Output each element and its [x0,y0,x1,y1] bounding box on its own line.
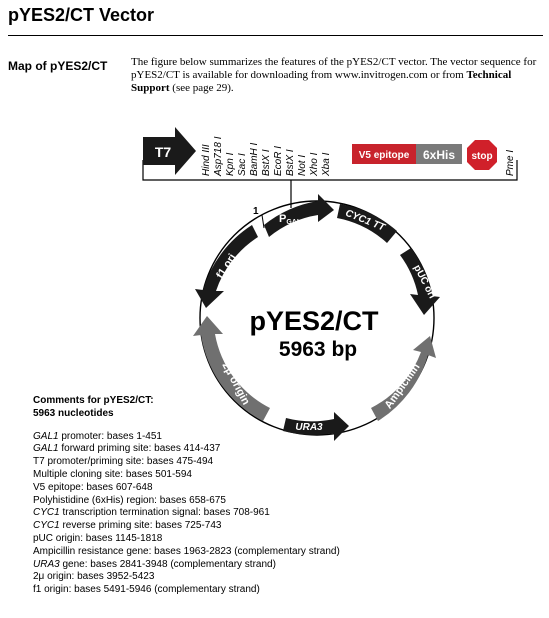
site-pme-i: Pme I [505,149,516,176]
site-kpn-i: Kpn I [225,152,236,176]
site-asp718-i: Asp718 I [213,136,224,176]
t7-label: T7 [154,144,172,160]
comment-line [33,507,533,520]
pgal1-arrow [264,194,334,237]
comment-text: Ampicillin resistance gene: bases 1963-2823 (complementary strand) [33,545,340,557]
comment-line [33,533,533,546]
pgal1-p: P [278,213,287,225]
comment-text: T7 promoter/priming site: bases 475-494 [33,456,214,468]
comments-heading: Comments for pYES2/CT: [33,395,154,406]
site-xho-i: Xho I [309,152,320,176]
ampicillin-label: Ampicillin [382,361,423,412]
comment-text: gene: bases 2841-3948 (complementary strand) [59,558,276,570]
comment-line [33,431,533,444]
site-hind-iii: Hind III [201,144,212,176]
comment-line [33,443,533,456]
plasmid-size: 5963 bp [278,338,358,361]
site-bstx-i-2: BstX I [285,149,296,176]
comment-text: pUC origin: bases 1145-1818 [33,532,163,544]
comment-text: forward priming site: bases 414-437 [58,443,221,455]
comment-text: 2μ origin: bases 3952-5423 [33,571,155,583]
comments-nucleotides: 5963 nucleotides [33,407,114,419]
site-bstx-i-1: BstX I [261,149,272,176]
comment-text: V5 epitope: bases 607-648 [33,481,153,493]
comment-line [33,469,533,482]
comment-lines [33,431,533,597]
comment-text: reverse priming site: bases 725-743 [59,520,222,532]
comment-text: Multiple cloning site: bases 501-594 [33,468,192,480]
comment-text: f1 origin: bases 5491-5946 (complementary strand) [33,584,260,596]
ura3-label: URA3 [295,422,323,433]
puc-ori-label: pUC ori [411,263,438,301]
comment-line [33,482,533,495]
site-not-i: Not I [297,154,308,176]
comment-line [33,559,533,572]
site-bamh-i: BamH I [249,142,260,176]
comment-italic: GAL1 [33,430,59,442]
two-mu-origin-label: 2μ origin [219,360,252,407]
section-heading: Map of pYES2/CT [8,59,108,73]
stop-label: stop [471,151,493,162]
technical-support-text: Technical Support [131,69,512,94]
pgal1-sub: GAL1 [286,219,306,226]
comment-text: promoter: bases 1-451 [58,430,162,442]
v5-epitope-label: V5 epitope [358,150,410,161]
comment-line [33,456,533,469]
comment-line [33,584,533,597]
comment-text: Polyhistidine (6xHis) region: bases 658-675 [33,494,226,506]
his-tag-label: 6xHis [422,148,456,162]
site-xba-i: Xba I [321,152,332,176]
plasmid-name: pYES2/CT [249,306,379,336]
start-tick [262,215,264,228]
comment-italic: CYC1 [33,520,60,532]
f1-ori-label: f1 ori [214,251,239,281]
intro-text-2: (see page 29). [169,82,234,94]
comment-line [33,520,533,533]
site-ecor-i: EcoR I [273,145,284,176]
comment-italic: CYC1 [33,507,60,519]
cyc1-tt-label: CYC1 TT [343,207,387,234]
comment-line [33,571,533,584]
comment-text: transcription termination signal: bases 708-961 [59,507,270,519]
comment-line [33,495,533,508]
comment-italic: URA3 [33,558,60,570]
site-sac-i: Sac I [237,153,248,176]
comments-block [33,395,533,597]
page-title: pYES2/CT Vector [8,5,155,25]
comment-italic: GAL1 [33,443,59,455]
start-marker: 1 [253,206,259,217]
intro-text-1: The figure below summarizes the features of the pYES2/CT vector. The vector sequence for pYES2/CT is available for downloading from www.invitrogen.com or from [131,56,537,81]
comment-line [33,546,533,559]
